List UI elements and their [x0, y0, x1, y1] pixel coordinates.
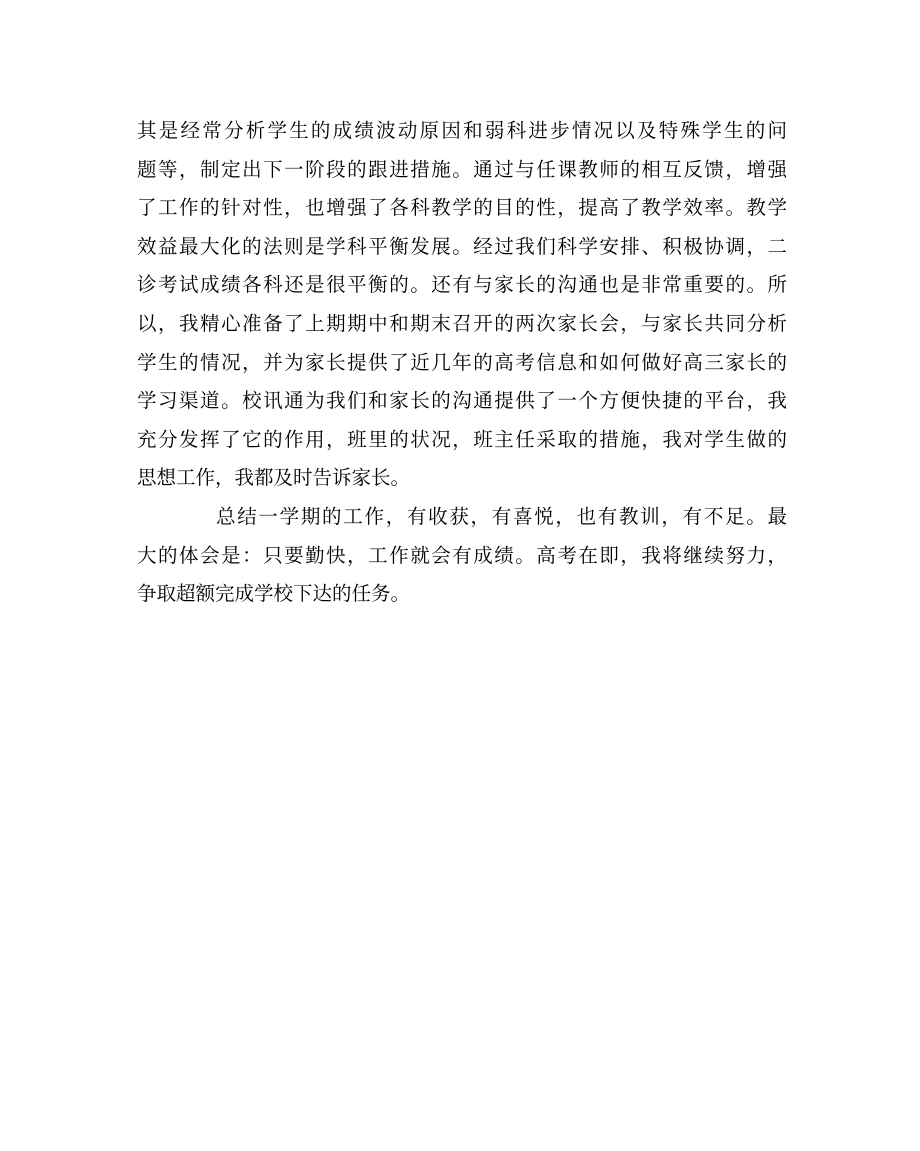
- paragraph-2: [137, 498, 787, 614]
- paragraph-1-line-4: 效益最大化的法则是学科平衡发展。经过我们科学安排、积极协调，二: [137, 234, 787, 258]
- paragraph-1-line-9: 充分发挥了它的作用，班里的状况，班主任采取的措施，我对学生做的: [137, 427, 787, 451]
- paragraph-1-line-1: 其是经常分析学生的成绩波动原因和弱科进步情况以及特殊学生的问: [137, 119, 787, 142]
- paragraph-1-line-5: 诊考试成绩各科还是很平衡的。还有与家长的沟通也是非常重要的。所: [137, 273, 787, 297]
- paragraph-1-line-3: 了工作的针对性，也增强了各科教学的目的性，提高了教学效率。教学: [137, 196, 787, 220]
- paragraph-2-line-3: 争取超额完成学校下达的任务。: [137, 582, 411, 606]
- paragraph-1: [137, 112, 787, 498]
- paragraph-2-line-2: 大的体会是：只要勤快，工作就会有成绩。高考在即，我将继续努力，: [137, 543, 787, 567]
- paragraph-2-line-1: 总结一学期的工作，有收获，有喜悦，也有教训，有不足。最: [216, 504, 787, 528]
- paragraph-1-line-10: 思想工作，我都及时告诉家长。: [137, 466, 411, 490]
- paragraph-1-line-6: 以，我精心准备了上期期中和期末召开的两次家长会，与家长共同分析: [137, 311, 787, 335]
- document-body: [137, 112, 787, 614]
- paragraph-1-line-2: 题等，制定出下一阶段的跟进措施。通过与任课教师的相互反馈，增强: [137, 157, 787, 181]
- paragraph-1-line-7: 学生的情况，并为家长提供了近几年的高考信息和如何做好高三家长的: [137, 350, 787, 374]
- paragraph-1-line-8: 学习渠道。校讯通为我们和家长的沟通提供了一个方便快捷的平台，我: [137, 389, 787, 413]
